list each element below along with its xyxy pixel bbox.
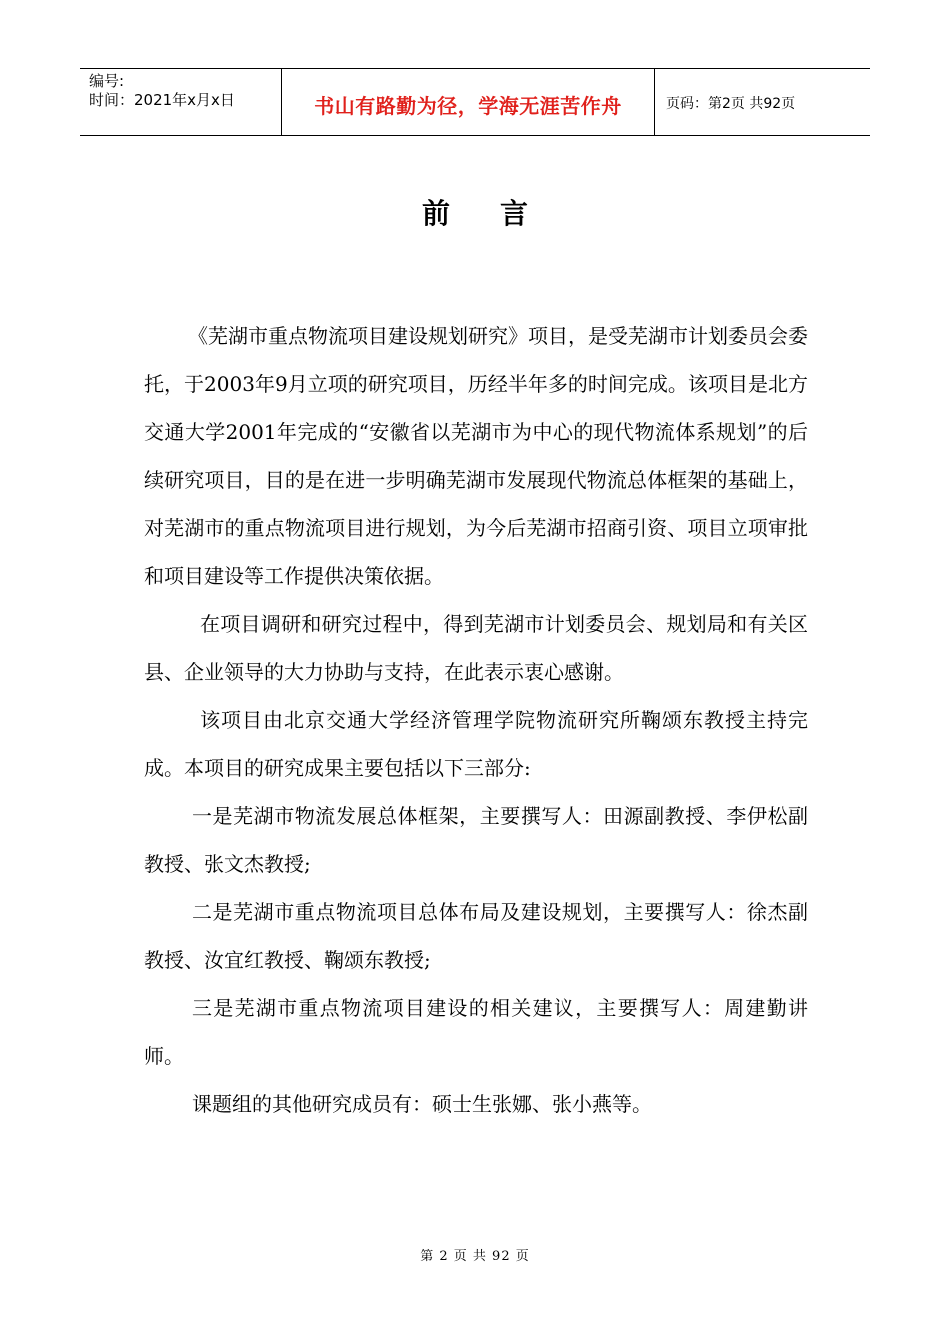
motto-text: 书山有路勤为径，学海无涯苦作舟 bbox=[314, 93, 622, 118]
paragraph: 一是芜湖市物流发展总体框架，主要撰写人：田源副教授、李伊松副教授、张文杰教授; bbox=[144, 804, 808, 876]
document-title: 前言 bbox=[421, 197, 578, 230]
number-label: 编号: bbox=[89, 72, 125, 90]
paragraph: 在项目调研和研究过程中，得到芜湖市计划委员会、规划局和有关区县、企业领导的大力协助与支持，在此表示衷心感谢。 bbox=[144, 612, 808, 684]
header-motto-cell bbox=[282, 69, 655, 135]
page-info: 页码：第2页 共92页 bbox=[666, 96, 796, 112]
paragraph: 三是芜湖市重点物流项目建设的相关建议，主要撰写人：周建勤讲师。 bbox=[144, 996, 808, 1068]
page-footer: 第 2 页 共 92 页 bbox=[420, 1249, 530, 1264]
paragraph: 《芜湖市重点物流项目建设规划研究》项目，是受芜湖市计划委员会委托，于2003年9月立项的研究项目，历经半年多的时间完成。该项目是北方交通大学2001年完成的“安徽省以芜湖市为中心的现代物流体系规划”的后续研究项目，目的是在进一步明确芜湖市发展现代物流总体框架的基础上，对芜湖市的重点物流项目进行规划，为今后芜湖市招商引资、项目立项审批和项目建设等工作提供决策依据。 bbox=[144, 324, 808, 588]
time-label: 时间：2021年x月x日 bbox=[89, 91, 235, 109]
document-body bbox=[144, 312, 808, 1128]
header-meta bbox=[80, 69, 282, 135]
header-page-cell bbox=[655, 69, 870, 135]
paragraph: 该项目由北京交通大学经济管理学院物流研究所鞠颂东教授主持完成。本项目的研究成果主要包括以下三部分: bbox=[144, 708, 808, 780]
paragraph: 课题组的其他研究成员有：硕士生张娜、张小燕等。 bbox=[192, 1092, 652, 1116]
page-header bbox=[80, 68, 870, 136]
paragraph: 二是芜湖市重点物流项目总体布局及建设规划，主要撰写人：徐杰副教授、汝宜红教授、鞠颂东教授; bbox=[144, 900, 808, 972]
